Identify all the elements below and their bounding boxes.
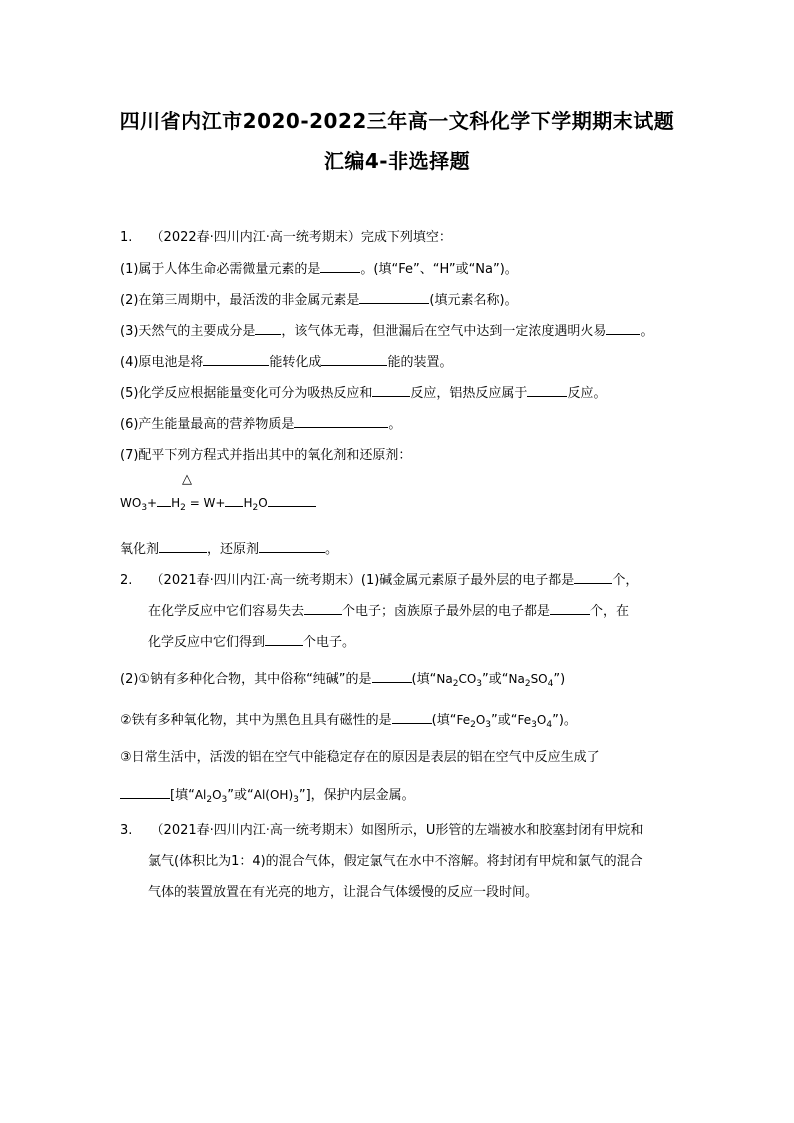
coefficient-blank[interactable] [225,494,243,507]
coefficient-blank[interactable] [157,494,171,507]
reducer-label: ，还原剂 [207,542,260,557]
answer-blank[interactable] [203,353,269,366]
q1-part5-tail: 反应。 [567,386,607,401]
answer-blank[interactable] [159,540,207,553]
q3-line3: 气体的装置放置在有光亮的地方，让混合气体缓慢的反应一段时间。 [148,885,539,900]
q1-part4 [120,353,452,372]
q2-line1-text: （2021春·四川内江·高一统考期末）(1)碱金属元素原子最外层的电子都是 [150,573,575,588]
q1-end: 。 [325,542,339,557]
q1-number: 1. [120,230,133,245]
formula-na2co3: $Na_2CO_3$ [436,672,482,689]
formula-fe2o3: $Fe_2O_3$ [456,713,492,730]
q1-part4-text: (4)原电池是将 [120,355,204,370]
eq-equals: = W+ [185,496,226,510]
oxidizer-label: 氧化剂 [120,542,160,557]
formula-fe3o4: $Fe_3O_4$ [517,713,553,730]
eq-sub: 3 [141,503,148,513]
answer-blank[interactable] [320,260,360,273]
q1-oxidizer-reducer [120,540,338,559]
q2-number: 2. [120,573,133,588]
answer-blank[interactable] [259,540,325,553]
answer-blank[interactable] [372,670,412,683]
q2-line2-mid: 个电子；卤族原子最外层的电子都是 [342,604,551,619]
eq-plus: + [147,496,158,510]
q1-part5-text: (5)化学反应根据能量变化可分为吸热反应和 [120,386,373,401]
q2-part2-iron [120,711,577,734]
answer-blank[interactable] [527,384,567,397]
q2-sodium-close: ”) [553,672,566,687]
q3-line2: 氯气(体积比为1：4)的混合气体，假定氯气在水中不溶解。将封闭有甲烷和氯气的混合 [148,854,643,869]
q2-part2-aluminum: ③日常生活中，活泼的铝在空气中能稳定存在的原因是表层的铝在空气中反应生成了 [120,750,600,765]
q1-part7: (7)配平下列方程式并指出其中的氧化剂和还原剂： [120,448,412,463]
q1-part1-text: (1)属于人体生命必需微量元素的是 [120,262,321,277]
q2-line2-tail: 个，在 [590,604,630,619]
page-title-line2: 汇编4-非选择题 [323,149,471,173]
q1-part6-text: (6)产生能量最高的营养物质是 [120,417,295,432]
q2-line2 [148,602,629,621]
q1-part6-tail: 。 [388,417,402,432]
answer-blank[interactable] [255,322,281,335]
q1-part4-mid: 能转化成 [269,355,322,370]
q3-line1-text: （2021春·四川内江·高一统考期末）如图所示，U形管的左端被水和胶塞封闭有甲烷和 [150,823,644,838]
answer-blank[interactable] [550,602,590,615]
q2-iron-open: (填“ [431,713,457,728]
answer-blank[interactable] [265,633,303,646]
q1-header [120,229,452,247]
eq-sub: 2 [180,503,186,513]
answer-blank[interactable] [372,384,410,397]
formula-na2so4: $Na_2SO_4$ [508,672,554,689]
q1-part3-tail: 。 [640,324,654,339]
q3-number: 3. [120,823,133,838]
q2-iron-or: ”或“ [491,713,518,728]
q1-part5 [120,384,606,403]
q1-part2-text: (2)在第三周期中，最活泼的非金属元素是 [120,293,360,308]
answer-blank[interactable] [120,786,170,799]
q2-sodium-text: (2)①钠有多种化合物，其中俗称“纯碱”的是 [120,672,372,687]
eq-h: H [243,496,253,510]
eq-wo: WO [120,496,142,510]
answer-blank[interactable] [268,494,316,507]
page-title-line1: 四川省内江市2020-2022三年高一文科化学下学期期末试题 [119,109,675,133]
q2-iron-text: ②铁有多种氧化物，其中为黑色且具有磁性的是 [120,713,392,728]
formula-al2o3: $Al_2O_3$ [194,788,228,805]
formula-aloh3: $Al(OH)_3$ [253,788,299,805]
q3-line1 [120,822,643,840]
q1-part2-tail: (填元素名称)。 [429,293,518,308]
answer-blank[interactable] [359,291,429,304]
q1-part3 [120,322,653,341]
eq-sub: 2 [252,503,259,513]
eq-h: H [171,496,181,510]
q2-al-close: ”]，保护内层金属。 [298,788,415,803]
q2-al-or: ”或“ [227,788,254,803]
q1-part1-tail: 。(填“Fe”、“H”或“Na”)。 [360,262,518,277]
q2-line3-tail: 个电子。 [303,635,356,650]
answer-blank[interactable] [294,415,388,428]
q2-line3 [148,633,355,652]
answer-blank[interactable] [606,322,640,335]
q2-line1 [120,571,638,590]
q2-sodium-open: (填“ [411,672,437,687]
q2-sodium-or: ”或“ [482,672,509,687]
q2-line1-tail: 个， [612,573,639,588]
heat-delta-symbol: △ [182,472,192,487]
q2-iron-close: ”)。 [552,713,577,728]
q2-aluminum-answer [120,786,415,809]
q1-part3-text: (3)天然气的主要成分是 [120,324,256,339]
answer-blank[interactable] [304,602,342,615]
q1-part5-mid: 反应，铝热反应属于 [410,386,528,401]
q2-al-open: [填“ [170,788,195,803]
q2-line2-text: 在化学反应中它们容易失去 [148,604,305,619]
q1-part1 [120,260,518,279]
q2-part2-sodium [120,670,565,693]
q1-source: （2022春·四川内江·高一统考期末）完成下列填空： [150,230,452,245]
answer-blank[interactable] [392,711,432,724]
chemical-equation [120,494,316,517]
q1-part6 [120,415,401,434]
q1-part2 [120,291,518,310]
q2-line3-text: 化学反应中它们得到 [148,635,266,650]
q1-part4-tail: 能的装置。 [387,355,453,370]
eq-o: O [258,496,268,510]
answer-blank[interactable] [574,571,612,584]
q1-part3-mid: ，该气体无毒，但泄漏后在空气中达到一定浓度遇明火易 [281,324,607,339]
answer-blank[interactable] [321,353,387,366]
